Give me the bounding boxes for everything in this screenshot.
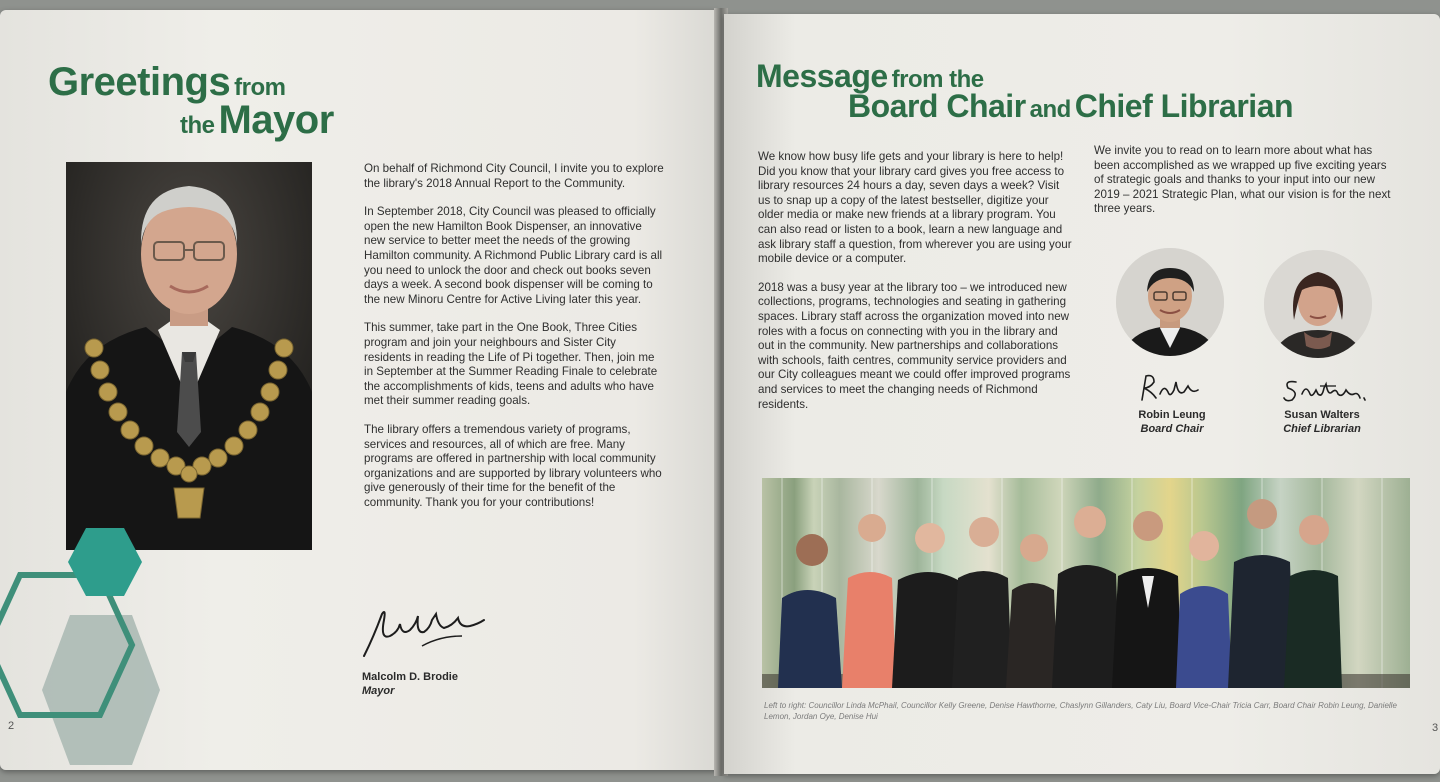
mayor-portrait [66, 162, 312, 550]
chair-name: Robin Leung [1138, 409, 1206, 421]
chair-portrait-illustration [1116, 248, 1224, 356]
hexagon-decoration [0, 520, 260, 770]
message-paragraph: 2018 was a busy year at the library too – we introduced new collections, programs, technologies and seating in gathering spaces. Library staff across the organization moved into new roles with a focus on connecting with you in the library and out in the community. New partnerships and collaborations with schools, faith centres, community service providers and our City colleagues meant we could offer improved programs and services to meet the changing needs of Richmond residents. [758, 280, 1071, 411]
message-paragraph: We invite you to read on to learn more about what has been accomplished as we wrapped up five exciting years of strategic goals and thanks to your input into our new 2019 – 2021 Strategic Plan, what our vision is for the next three years. [1094, 144, 1391, 216]
mayor-name: Malcolm D. Brodie [362, 671, 458, 683]
heading-word-mayor: Mayor [218, 98, 334, 142]
message-column-2 [1094, 144, 1394, 231]
heading-word-chief-librarian: Chief Librarian [1074, 88, 1294, 124]
right-page [724, 14, 1440, 774]
heading-word-greetings: Greetings [48, 60, 231, 104]
mayor-heading-line2 [180, 98, 334, 143]
librarian-portrait-illustration [1264, 250, 1372, 358]
heading-word-message: Message [756, 58, 888, 94]
chair-role: Board Chair [1140, 423, 1204, 435]
librarian-signature [1280, 374, 1370, 406]
board-heading-line2 [848, 88, 1293, 125]
heading-word-from-the: from the [891, 66, 984, 93]
chair-portrait [1116, 248, 1224, 356]
photo-caption: Left to right: Councillor Linda McPhail, Councillor Kelly Greene, Denise Hawthorne, Chaslynn Gillanders, Caty Liu, Board Vice-Chair Tricia Carr, Board Chair Robin Leung, Danielle Lemon, Jordan Oye, Denise Hui [764, 701, 1397, 721]
group-photo-illustration [762, 478, 1410, 688]
page-number-right: 3 [1432, 722, 1439, 734]
mayor-paragraph: This summer, take part in the One Book, Three Cities program and join your neighbours and Sister City residents in reading the Life of Pi together. Then, join me in September at the Summer Reading Finale to celebrate the accomplishments of kids, teens and adults who have met their summer reading goals. [364, 321, 658, 408]
heading-word-board-chair: Board Chair [848, 88, 1026, 124]
left-page [0, 10, 720, 770]
mayor-paragraph: The library offers a tremendous variety of programs, services and resources, all of which are free. Many programs are offered in partnership with local community organizations and are supported by library volunteers who give generously of their time for the benefit of the community. Thank you for your contributions! [364, 422, 662, 509]
mayor-paragraph: On behalf of Richmond City Council, I invite you to explore the library's 2018 Annual Report to the Community. [364, 162, 664, 190]
group-people [778, 499, 1342, 688]
message-column-1 [758, 150, 1074, 426]
mayor-paragraph: In September 2018, City Council was pleased to officially open the new Hamilton Book Dispenser, an innovative new service to better meet the needs of the growing Hamilton community. A Richmond Public Library card is all you need to unlock the door and check out books seven days a week. A second book dispenser will be coming to the new Minoru Centre for Active Living later this year. [364, 205, 663, 306]
chair-signature [1136, 372, 1206, 406]
message-paragraph: We know how busy life gets and your library is here to help! Did you know that your library card gives you free access to library resources 24 hours a day, seven days a week? Visit us to snap up a copy of the latest bestseller, digitize your older media or make new friends at a library program. You can also read or listen to a book, learn a new language and ask library staff a question, from wherever you are using your mobile device or a computer. [758, 150, 1072, 266]
librarian-name: Susan Walters [1284, 409, 1360, 421]
mayor-signature [360, 606, 490, 662]
heading-word-and: and [1029, 96, 1071, 123]
librarian-portrait [1264, 250, 1372, 358]
pale-hexagon [42, 615, 160, 765]
librarian-role: Chief Librarian [1283, 423, 1361, 435]
page-number-left: 2 [8, 720, 15, 732]
heading-word-the: the [180, 112, 215, 139]
mayor-letter [364, 162, 664, 524]
heading-word-from: from [234, 74, 286, 101]
teal-hexagon [68, 528, 142, 596]
group-photo [762, 478, 1410, 688]
mayor-portrait-illustration [66, 162, 312, 550]
mayor-role: Mayor [362, 685, 395, 697]
